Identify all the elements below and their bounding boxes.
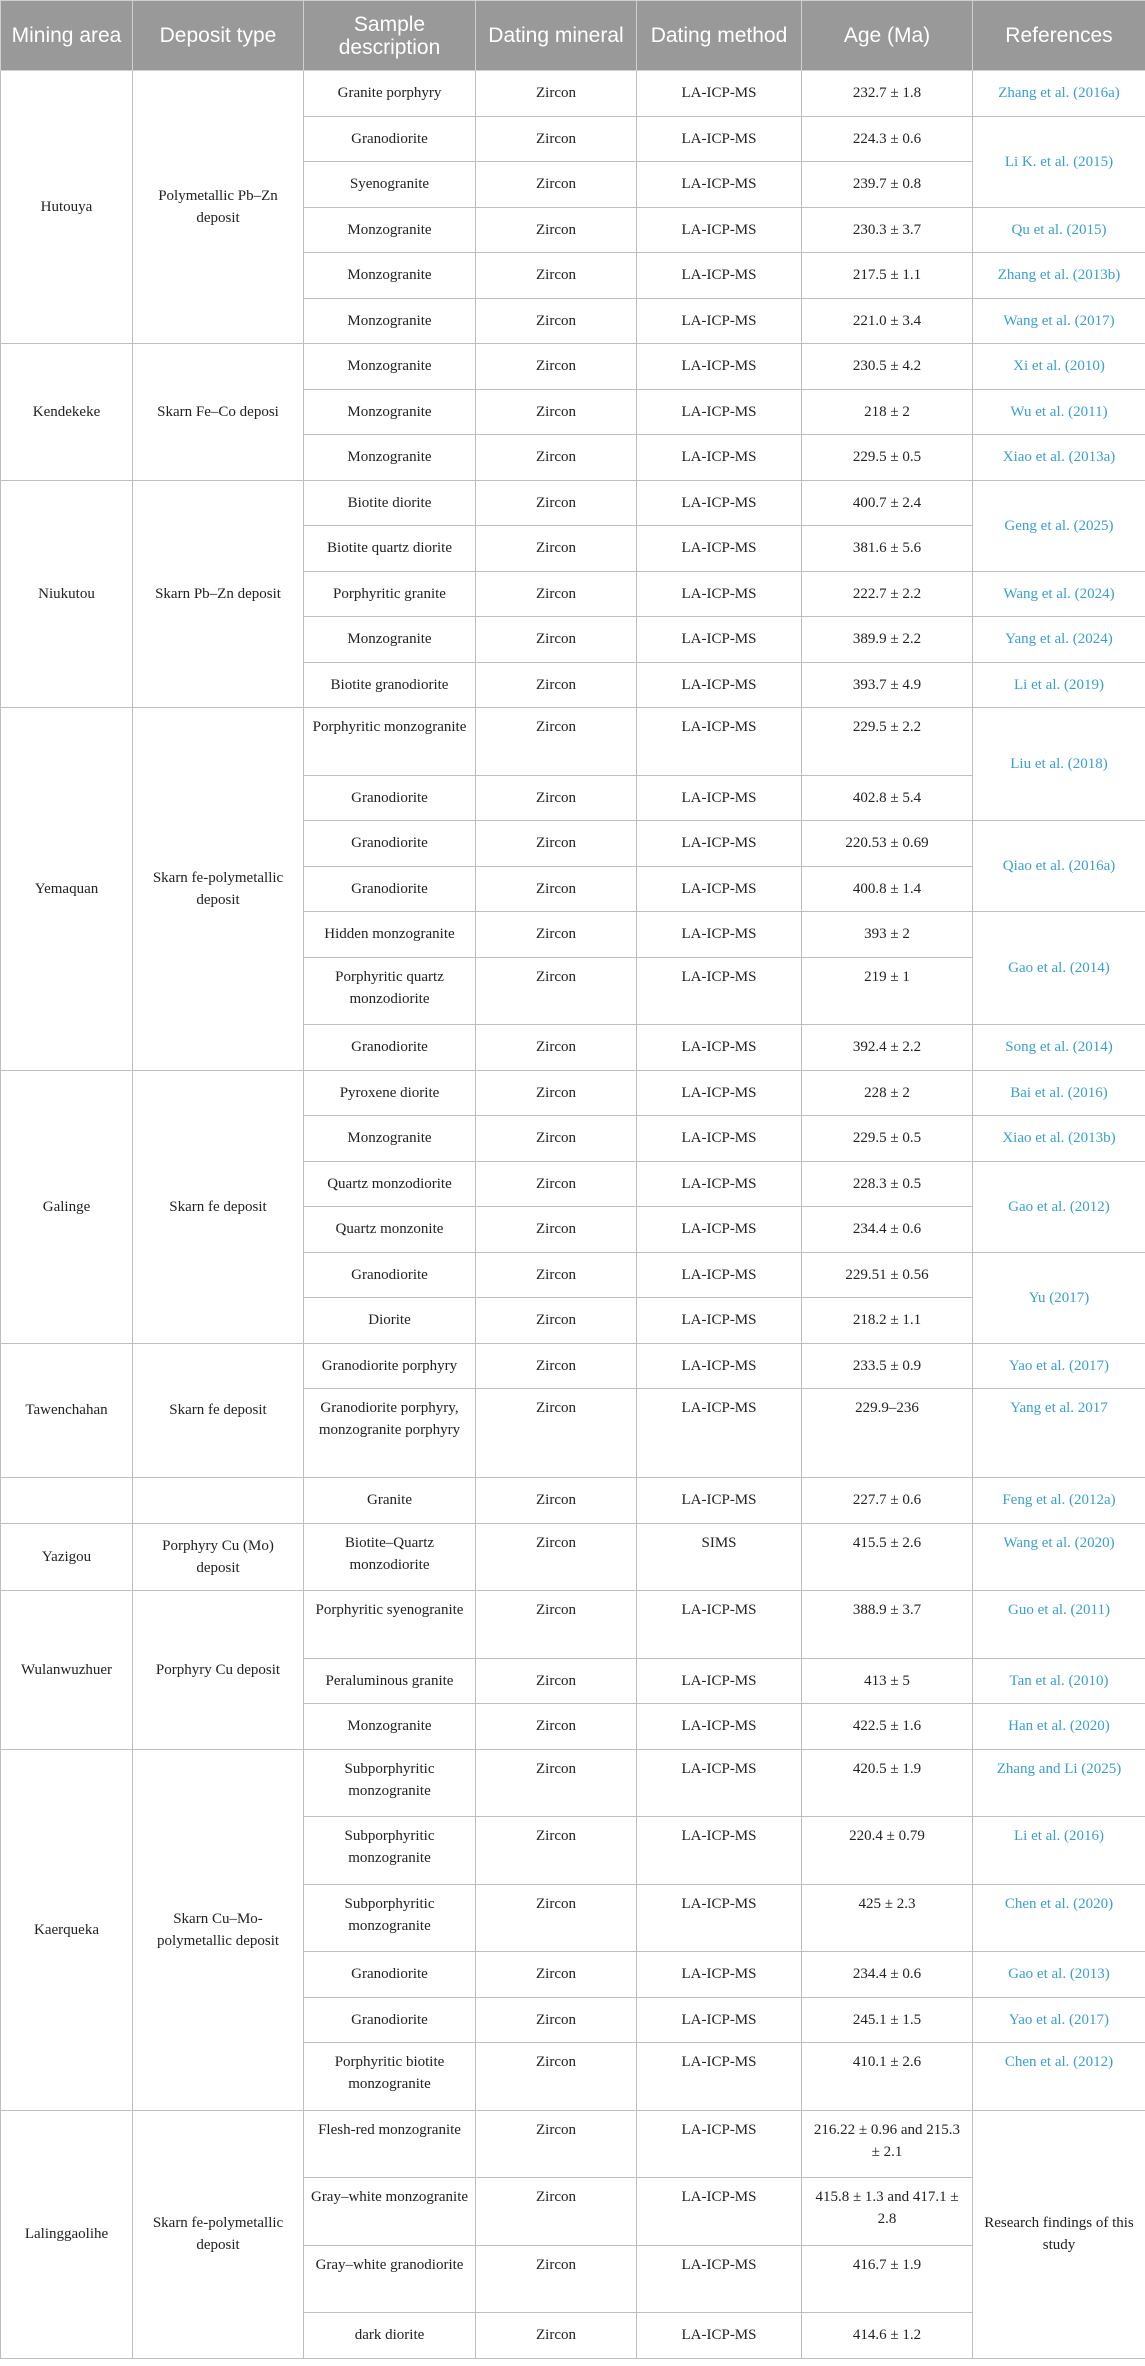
header-sample-description: Sample description bbox=[304, 1, 476, 71]
mineral-cell: Zircon bbox=[476, 1997, 637, 2043]
method-cell: LA-ICP-MS bbox=[637, 71, 802, 117]
reference-link[interactable]: Gao et al. (2014) bbox=[1008, 960, 1110, 976]
age-cell: 229.5 ± 2.2 bbox=[802, 708, 973, 776]
mining-area-cell bbox=[1, 1478, 133, 1524]
reference-link[interactable]: Zhang et al. (2016a) bbox=[998, 85, 1120, 102]
age-cell: 229.5 ± 0.5 bbox=[802, 435, 973, 481]
age-cell: 220.4 ± 0.79 bbox=[802, 1817, 973, 1885]
sample-cell: Granite bbox=[304, 1478, 476, 1524]
table-row bbox=[1, 1478, 1145, 1524]
sample-cell: Granodiorite bbox=[304, 1025, 476, 1071]
mineral-cell: Zircon bbox=[476, 1298, 637, 1344]
method-cell: LA-ICP-MS bbox=[637, 866, 802, 912]
method-cell: LA-ICP-MS bbox=[637, 2110, 802, 2178]
reference-link[interactable]: Song et al. (2014) bbox=[1005, 1039, 1113, 1056]
reference-link[interactable]: Qu et al. (2015) bbox=[1011, 221, 1107, 238]
mineral-cell: Zircon bbox=[476, 480, 637, 526]
mineral-cell: Zircon bbox=[476, 571, 637, 617]
sample-cell: Biotite quartz diorite bbox=[304, 526, 476, 572]
sample-cell: Monzogranite bbox=[304, 1704, 476, 1750]
mineral-cell: Zircon bbox=[476, 1884, 637, 1952]
method-cell: LA-ICP-MS bbox=[637, 253, 802, 299]
sample-cell: Granodiorite bbox=[304, 821, 476, 867]
mineral-cell: Zircon bbox=[476, 298, 637, 344]
reference-link[interactable]: Yang et al. (2024) bbox=[1005, 631, 1113, 648]
method-cell: LA-ICP-MS bbox=[637, 298, 802, 344]
method-cell: LA-ICP-MS bbox=[637, 1389, 802, 1478]
age-cell: 230.5 ± 4.2 bbox=[802, 344, 973, 390]
sample-cell: Granodiorite bbox=[304, 1952, 476, 1998]
age-cell: 415.8 ± 1.3 and 417.1 ± 2.8 bbox=[802, 2178, 973, 2246]
sample-cell: Biotite diorite bbox=[304, 480, 476, 526]
mining-area-cell: Kendekeke bbox=[1, 344, 133, 481]
table-row bbox=[1, 1343, 1145, 1389]
age-cell: 228.3 ± 0.5 bbox=[802, 1161, 973, 1207]
mining-area-cell: Yemaquan bbox=[1, 708, 133, 1071]
mineral-cell: Zircon bbox=[476, 71, 637, 117]
method-cell: LA-ICP-MS bbox=[637, 435, 802, 481]
sample-cell: Monzogranite bbox=[304, 207, 476, 253]
age-cell: 229.9–236 bbox=[802, 1389, 973, 1478]
age-cell: 410.1 ± 2.6 bbox=[802, 2043, 973, 2111]
sample-cell: Porphyritic granite bbox=[304, 571, 476, 617]
age-cell: 219 ± 1 bbox=[802, 957, 973, 1025]
sample-cell: Syenogranite bbox=[304, 162, 476, 208]
mineral-cell: Zircon bbox=[476, 1704, 637, 1750]
sample-cell: Pyroxene diorite bbox=[304, 1070, 476, 1116]
table-row bbox=[1, 71, 1145, 117]
reference-link[interactable]: Xiao et al. (2013b) bbox=[1002, 1130, 1116, 1147]
age-cell: 229.5 ± 0.5 bbox=[802, 1116, 973, 1162]
header-row bbox=[1, 1, 1145, 71]
table-row bbox=[1, 1070, 1145, 1116]
mineral-cell: Zircon bbox=[476, 344, 637, 390]
age-cell: 218.2 ± 1.1 bbox=[802, 1298, 973, 1344]
sample-cell: Porphyritic quartz monzodiorite bbox=[304, 957, 476, 1025]
mining-area-cell: Tawenchahan bbox=[1, 1343, 133, 1478]
age-cell: 425 ± 2.3 bbox=[802, 1884, 973, 1952]
method-cell: LA-ICP-MS bbox=[637, 775, 802, 821]
reference-link[interactable]: Zhang and Li (2025) bbox=[996, 1760, 1122, 1777]
header-dating-method: Dating method bbox=[637, 1, 802, 71]
mining-area-cell: Lalinggaolihe bbox=[1, 2110, 133, 2358]
sample-cell: Porphyritic syenogranite bbox=[304, 1591, 476, 1659]
sample-cell: Biotite granodiorite bbox=[304, 662, 476, 708]
mineral-cell: Zircon bbox=[476, 957, 637, 1025]
mineral-cell: Zircon bbox=[476, 1161, 637, 1207]
age-cell: 221.0 ± 3.4 bbox=[802, 298, 973, 344]
reference-link[interactable]: Gao et al. (2013) bbox=[1008, 1966, 1110, 1983]
mineral-cell: Zircon bbox=[476, 526, 637, 572]
method-cell: LA-ICP-MS bbox=[637, 2245, 802, 2313]
deposit-type-cell: Skarn Cu–Mo-polymetallic deposit bbox=[133, 1749, 304, 2110]
reference-link[interactable]: Li K. et al. (2015) bbox=[1004, 153, 1114, 170]
deposit-type-cell: Polymetallic Pb–Zn deposit bbox=[133, 71, 304, 344]
age-cell: 233.5 ± 0.9 bbox=[802, 1343, 973, 1389]
sample-cell: Subporphyritic monzogranite bbox=[304, 1884, 476, 1952]
method-cell: LA-ICP-MS bbox=[637, 1658, 802, 1704]
mining-area-cell: Wulanwuzhuer bbox=[1, 1591, 133, 1750]
mining-area-cell: Galinge bbox=[1, 1070, 133, 1343]
sample-cell: Biotite–Quartz monzodiorite bbox=[304, 1523, 476, 1591]
sample-cell: Diorite bbox=[304, 1298, 476, 1344]
sample-cell: Granodiorite bbox=[304, 775, 476, 821]
age-cell: 218 ± 2 bbox=[802, 389, 973, 435]
sample-cell: Gray–white granodiorite bbox=[304, 2245, 476, 2313]
method-cell: LA-ICP-MS bbox=[637, 1704, 802, 1750]
mineral-cell: Zircon bbox=[476, 617, 637, 663]
method-cell: LA-ICP-MS bbox=[637, 1884, 802, 1952]
table-row bbox=[1, 708, 1145, 776]
mineral-cell: Zircon bbox=[476, 1389, 637, 1478]
mineral-cell: Zircon bbox=[476, 116, 637, 162]
mining-area-cell: Niukutou bbox=[1, 480, 133, 708]
reference-link[interactable]: Li et al. (2016) bbox=[1014, 1828, 1104, 1844]
method-cell: LA-ICP-MS bbox=[637, 162, 802, 208]
sample-cell: Flesh-red monzogranite bbox=[304, 2110, 476, 2178]
sample-cell: Granodiorite bbox=[304, 1252, 476, 1298]
mineral-cell: Zircon bbox=[476, 1658, 637, 1704]
reference-cell: Research findings of this study bbox=[973, 2110, 1145, 2358]
method-cell: LA-ICP-MS bbox=[637, 389, 802, 435]
age-cell: 234.4 ± 0.6 bbox=[802, 1952, 973, 1998]
method-cell: LA-ICP-MS bbox=[637, 2178, 802, 2246]
age-cell: 402.8 ± 5.4 bbox=[802, 775, 973, 821]
age-cell: 245.1 ± 1.5 bbox=[802, 1997, 973, 2043]
deposit-type-cell: Skarn Fe–Co deposi bbox=[133, 344, 304, 481]
method-cell: LA-ICP-MS bbox=[637, 1997, 802, 2043]
age-cell: 400.7 ± 2.4 bbox=[802, 480, 973, 526]
reference-link[interactable]: Chen et al. (2012) bbox=[1004, 2054, 1114, 2070]
reference-link[interactable]: Yu (2017) bbox=[1028, 1289, 1090, 1306]
method-cell: LA-ICP-MS bbox=[637, 2313, 802, 2359]
sample-cell: Monzogranite bbox=[304, 344, 476, 390]
method-cell: LA-ICP-MS bbox=[637, 708, 802, 776]
age-cell: 388.9 ± 3.7 bbox=[802, 1591, 973, 1659]
method-cell: LA-ICP-MS bbox=[637, 1343, 802, 1389]
deposit-type-cell: Skarn fe-polymetallic deposit bbox=[133, 2110, 304, 2358]
sample-cell: Porphyritic monzogranite bbox=[304, 708, 476, 776]
sample-cell: Monzogranite bbox=[304, 298, 476, 344]
sample-cell: Subporphyritic monzogranite bbox=[304, 1817, 476, 1885]
sample-cell: Monzogranite bbox=[304, 1116, 476, 1162]
mineral-cell: Zircon bbox=[476, 1817, 637, 1885]
mineral-cell: Zircon bbox=[476, 1116, 637, 1162]
mineral-cell: Zircon bbox=[476, 662, 637, 708]
method-cell: LA-ICP-MS bbox=[637, 480, 802, 526]
method-cell: LA-ICP-MS bbox=[637, 1025, 802, 1071]
age-cell: 389.9 ± 2.2 bbox=[802, 617, 973, 663]
age-cell: 416.7 ± 1.9 bbox=[802, 2245, 973, 2313]
mineral-cell: Zircon bbox=[476, 1070, 637, 1116]
sample-cell: Hidden monzogranite bbox=[304, 912, 476, 958]
method-cell: SIMS bbox=[637, 1523, 802, 1591]
deposit-type-cell: Skarn Pb–Zn deposit bbox=[133, 480, 304, 708]
age-cell: 413 ± 5 bbox=[802, 1658, 973, 1704]
header-mining-area: Mining area bbox=[1, 1, 133, 71]
method-cell: LA-ICP-MS bbox=[637, 912, 802, 958]
method-cell: LA-ICP-MS bbox=[637, 821, 802, 867]
deposit-type-cell: Skarn fe deposit bbox=[133, 1070, 304, 1343]
header-references: References bbox=[973, 1, 1145, 71]
age-cell: 422.5 ± 1.6 bbox=[802, 1704, 973, 1750]
mineral-cell: Zircon bbox=[476, 207, 637, 253]
sample-cell: Granodiorite bbox=[304, 116, 476, 162]
sample-cell: Monzogranite bbox=[304, 389, 476, 435]
deposit-type-cell: Skarn fe-polymetallic deposit bbox=[133, 708, 304, 1071]
reference-link[interactable]: Zhang et al. (2013b) bbox=[997, 267, 1121, 284]
sample-cell: Granodiorite bbox=[304, 1997, 476, 2043]
reference-link[interactable]: Li et al. (2019) bbox=[1014, 676, 1104, 693]
mineral-cell: Zircon bbox=[476, 1343, 637, 1389]
age-cell: 239.7 ± 0.8 bbox=[802, 162, 973, 208]
sample-cell: Granodiorite bbox=[304, 866, 476, 912]
sample-cell: Monzogranite bbox=[304, 617, 476, 663]
age-cell: 230.3 ± 3.7 bbox=[802, 207, 973, 253]
method-cell: LA-ICP-MS bbox=[637, 1207, 802, 1253]
method-cell: LA-ICP-MS bbox=[637, 1298, 802, 1344]
sample-cell: Gray–white monzogranite bbox=[304, 2178, 476, 2246]
age-cell: 227.7 ± 0.6 bbox=[802, 1478, 973, 1524]
reference-link[interactable]: Wang et al. (2017) bbox=[1003, 312, 1115, 329]
mineral-cell: Zircon bbox=[476, 1252, 637, 1298]
method-cell: LA-ICP-MS bbox=[637, 1070, 802, 1116]
age-cell: 393 ± 2 bbox=[802, 912, 973, 958]
sample-cell: Monzogranite bbox=[304, 435, 476, 481]
sample-cell: Porphyritic biotite monzogranite bbox=[304, 2043, 476, 2111]
mineral-cell: Zircon bbox=[476, 162, 637, 208]
method-cell: LA-ICP-MS bbox=[637, 526, 802, 572]
reference-link[interactable]: Xiao et al. (2013a) bbox=[1002, 449, 1116, 466]
age-cell: 415.5 ± 2.6 bbox=[802, 1523, 973, 1591]
mineral-cell: Zircon bbox=[476, 821, 637, 867]
reference-link[interactable]: Wang et al. (2024) bbox=[1003, 585, 1115, 602]
reference-link[interactable]: Han et al. (2020) bbox=[1008, 1718, 1110, 1735]
method-cell: LA-ICP-MS bbox=[637, 1252, 802, 1298]
reference-link[interactable]: Bai et al. (2016) bbox=[1010, 1084, 1108, 1101]
age-cell: 392.4 ± 2.2 bbox=[802, 1025, 973, 1071]
deposit-type-cell bbox=[133, 1478, 304, 1524]
mineral-cell: Zircon bbox=[476, 866, 637, 912]
mining-area-cell: Hutouya bbox=[1, 71, 133, 344]
mineral-cell: Zircon bbox=[476, 708, 637, 776]
mineral-cell: Zircon bbox=[476, 1591, 637, 1659]
mineral-cell: Zircon bbox=[476, 1478, 637, 1524]
age-cell: 414.6 ± 1.2 bbox=[802, 2313, 973, 2359]
method-cell: LA-ICP-MS bbox=[637, 1591, 802, 1659]
method-cell: LA-ICP-MS bbox=[637, 617, 802, 663]
mineral-cell: Zircon bbox=[476, 912, 637, 958]
reference-link[interactable]: Yao et al. (2017) bbox=[1008, 1357, 1110, 1374]
age-cell: 217.5 ± 1.1 bbox=[802, 253, 973, 299]
method-cell: LA-ICP-MS bbox=[637, 344, 802, 390]
reference-link[interactable]: Tan et al. (2010) bbox=[1009, 1672, 1109, 1689]
mining-area-cell: Yazigou bbox=[1, 1523, 133, 1591]
age-cell: 228 ± 2 bbox=[802, 1070, 973, 1116]
age-cell: 216.22 ± 0.96 and 215.3 ± 2.1 bbox=[802, 2110, 973, 2178]
method-cell: LA-ICP-MS bbox=[637, 116, 802, 162]
reference-link[interactable]: Liu et al. (2018) bbox=[1010, 756, 1108, 772]
reference-link[interactable]: Xi et al. (2010) bbox=[1013, 358, 1105, 375]
header-deposit-type: Deposit type bbox=[133, 1, 304, 71]
mineral-cell: Zircon bbox=[476, 435, 637, 481]
mineral-cell: Zircon bbox=[476, 775, 637, 821]
reference-link[interactable]: Chen et al. (2020) bbox=[1004, 1895, 1114, 1912]
mineral-cell: Zircon bbox=[476, 2178, 637, 2246]
sample-cell: Granite porphyry bbox=[304, 71, 476, 117]
method-cell: LA-ICP-MS bbox=[637, 1161, 802, 1207]
reference-link[interactable]: Gao et al. (2012) bbox=[1008, 1198, 1110, 1215]
mineral-cell: Zircon bbox=[476, 2313, 637, 2359]
reference-link[interactable]: Feng et al. (2012a) bbox=[1002, 1492, 1116, 1509]
method-cell: LA-ICP-MS bbox=[637, 1952, 802, 1998]
sample-cell: Quartz monzonite bbox=[304, 1207, 476, 1253]
mineral-cell: Zircon bbox=[476, 1749, 637, 1817]
mineral-cell: Zircon bbox=[476, 1523, 637, 1591]
method-cell: LA-ICP-MS bbox=[637, 1116, 802, 1162]
header-dating-mineral: Dating mineral bbox=[476, 1, 637, 71]
reference-link[interactable]: Wang et al. (2020) bbox=[1003, 1534, 1115, 1551]
deposit-type-cell: Porphyry Cu (Mo) deposit bbox=[133, 1523, 304, 1591]
age-cell: 222.7 ± 2.2 bbox=[802, 571, 973, 617]
mineral-cell: Zircon bbox=[476, 2110, 637, 2178]
method-cell: LA-ICP-MS bbox=[637, 2043, 802, 2111]
table-row bbox=[1, 1749, 1145, 1817]
method-cell: LA-ICP-MS bbox=[637, 1817, 802, 1885]
mineral-cell: Zircon bbox=[476, 389, 637, 435]
mining-area-cell: Kaerqueka bbox=[1, 1749, 133, 2110]
method-cell: LA-ICP-MS bbox=[637, 957, 802, 1025]
reference-link[interactable]: Yang et al. 2017 bbox=[1010, 1400, 1108, 1416]
reference-link[interactable]: Yao et al. (2017) bbox=[1008, 2011, 1110, 2028]
mineral-cell: Zircon bbox=[476, 1952, 637, 1998]
reference-link[interactable]: Geng et al. (2025) bbox=[1004, 517, 1114, 534]
table-row bbox=[1, 1523, 1145, 1591]
table-row bbox=[1, 2110, 1145, 2178]
table-row bbox=[1, 344, 1145, 390]
table-row bbox=[1, 1591, 1145, 1659]
age-cell: 381.6 ± 5.6 bbox=[802, 526, 973, 572]
method-cell: LA-ICP-MS bbox=[637, 1749, 802, 1817]
table-row bbox=[1, 480, 1145, 526]
sample-cell: Quartz monzodiorite bbox=[304, 1161, 476, 1207]
sample-cell: Granodiorite porphyry, monzogranite porphyry bbox=[304, 1389, 476, 1478]
mineral-cell: Zircon bbox=[476, 253, 637, 299]
reference-link[interactable]: Wu et al. (2011) bbox=[1010, 403, 1108, 420]
deposit-type-cell: Porphyry Cu deposit bbox=[133, 1591, 304, 1750]
method-cell: LA-ICP-MS bbox=[637, 1478, 802, 1524]
sample-cell: Monzogranite bbox=[304, 253, 476, 299]
age-cell: 234.4 ± 0.6 bbox=[802, 1207, 973, 1253]
deposit-type-cell: Skarn fe deposit bbox=[133, 1343, 304, 1478]
mineral-cell: Zircon bbox=[476, 1207, 637, 1253]
age-cell: 232.7 ± 1.8 bbox=[802, 71, 973, 117]
age-cell: 393.7 ± 4.9 bbox=[802, 662, 973, 708]
age-cell: 224.3 ± 0.6 bbox=[802, 116, 973, 162]
age-cell: 420.5 ± 1.9 bbox=[802, 1749, 973, 1817]
mineral-cell: Zircon bbox=[476, 1025, 637, 1071]
sample-cell: Subporphyritic monzogranite bbox=[304, 1749, 476, 1817]
sample-cell: Granodiorite porphyry bbox=[304, 1343, 476, 1389]
age-cell: 400.8 ± 1.4 bbox=[802, 866, 973, 912]
age-cell: 220.53 ± 0.69 bbox=[802, 821, 973, 867]
header-age: Age (Ma) bbox=[802, 1, 973, 71]
age-cell: 229.51 ± 0.56 bbox=[802, 1252, 973, 1298]
method-cell: LA-ICP-MS bbox=[637, 571, 802, 617]
sample-cell: dark diorite bbox=[304, 2313, 476, 2359]
mineral-cell: Zircon bbox=[476, 2043, 637, 2111]
reference-link[interactable]: Guo et al. (2011) bbox=[1008, 1602, 1110, 1618]
method-cell: LA-ICP-MS bbox=[637, 662, 802, 708]
reference-link[interactable]: Qiao et al. (2016a) bbox=[1002, 858, 1116, 874]
method-cell: LA-ICP-MS bbox=[637, 207, 802, 253]
sample-cell: Peraluminous granite bbox=[304, 1658, 476, 1704]
mineral-cell: Zircon bbox=[476, 2245, 637, 2313]
